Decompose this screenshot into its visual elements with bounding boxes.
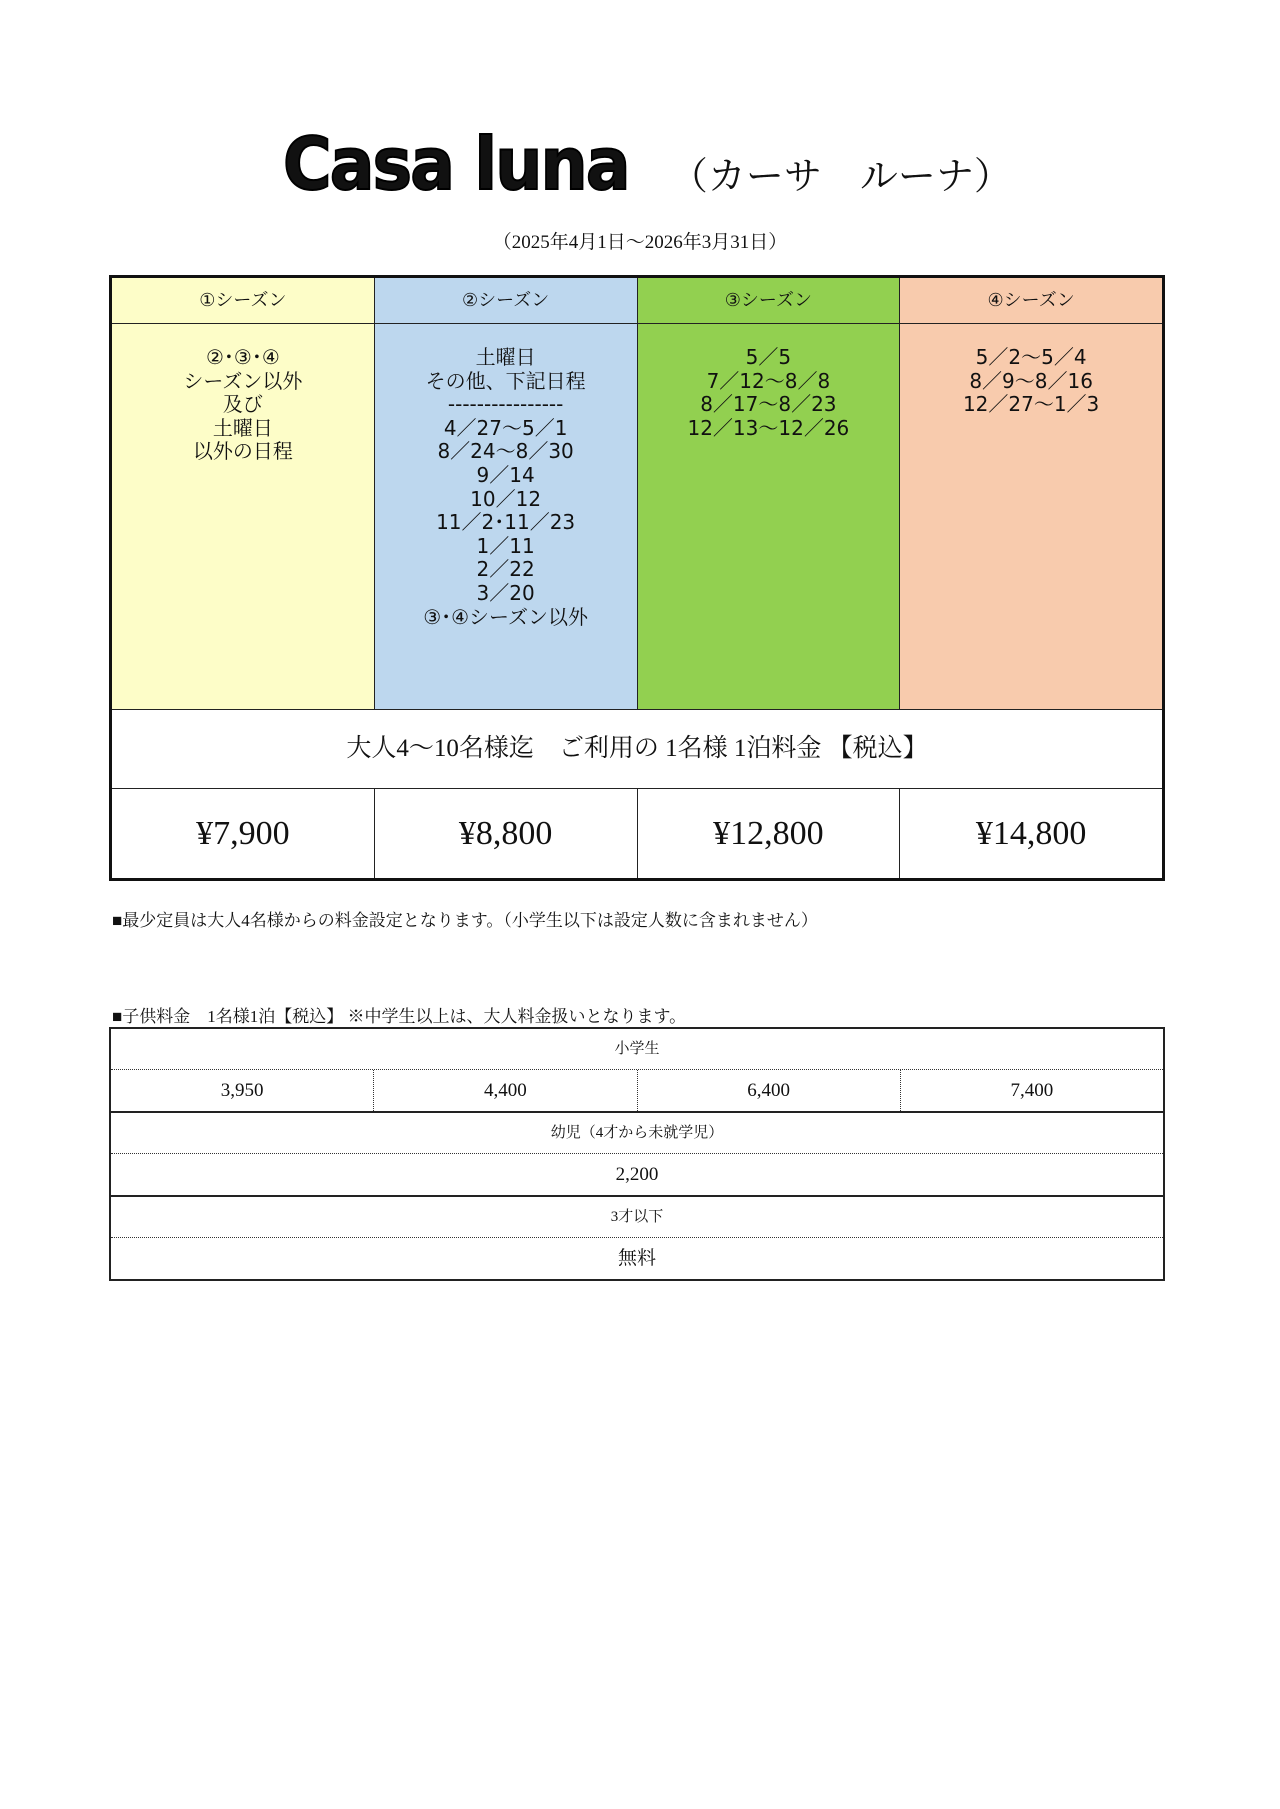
child-category-label: 小学生 <box>111 1029 1163 1070</box>
child-price-table <box>109 1027 1165 1281</box>
date-line: その他、下記日程 <box>425 368 586 393</box>
date-line: 10／12 <box>470 486 542 511</box>
price-season-3: ¥12,800 <box>638 789 901 878</box>
season-dates-2 <box>375 324 638 710</box>
season-header-row <box>112 278 1162 324</box>
child-price-season-2: 4,400 <box>374 1070 637 1111</box>
child-price-season-4: 7,400 <box>1010 1080 1054 1101</box>
date-line: 5／2～5／4 <box>975 345 1087 369</box>
date-line: 土曜日 <box>212 415 273 440</box>
date-line: シーズン以外 <box>183 368 303 393</box>
date-line: 8／24～8／30 <box>437 439 574 464</box>
date-line: 及び <box>222 392 263 417</box>
date-divider: ---------------- <box>447 392 564 417</box>
child-price-all-seasons: 2,200 <box>615 1164 659 1185</box>
season-dates-1 <box>112 324 375 710</box>
page-title <box>0 122 1280 206</box>
date-line: 5／5 <box>745 345 792 369</box>
price-season-4: ¥14,800 <box>900 789 1162 878</box>
date-line: 8／17～8／23 <box>700 392 837 417</box>
child-values-row <box>111 1070 1163 1111</box>
date-line: 11／2･11／23 <box>436 510 576 535</box>
adult-price-label: 大人4～10名様迄 ご利用の 1名様 1泊料金 【税込】 <box>112 710 1162 789</box>
date-line: 8／9～8／16 <box>969 368 1093 393</box>
child-group-preschool <box>111 1113 1163 1197</box>
date-line: 2／22 <box>476 557 535 582</box>
season-header-1: ①シーズン <box>112 278 375 324</box>
child-price-season-1: 3,950 <box>111 1070 374 1111</box>
date-line: 4／27～5／1 <box>443 415 568 440</box>
price-season-2: ¥8,800 <box>375 789 638 878</box>
date-line: 1／11 <box>476 533 535 558</box>
child-group-under-3 <box>111 1197 1163 1279</box>
season-header-3: ③シーズン <box>638 278 901 324</box>
child-price-season-3: 6,400 <box>638 1070 901 1111</box>
season-header-4: ④シーズン <box>900 278 1162 324</box>
date-line: 9／14 <box>476 462 535 487</box>
season-price-table <box>109 275 1165 881</box>
date-line: 3／20 <box>476 580 535 605</box>
date-line: 7／12～8／8 <box>706 368 831 393</box>
child-price-all-seasons: 無料 <box>617 1248 656 1269</box>
child-category-label: 3才以下 <box>111 1197 1163 1238</box>
child-category-label: 幼児（4才から未就学児） <box>111 1113 1163 1154</box>
season-dates-4 <box>900 324 1162 710</box>
date-line: 12／27～1／3 <box>962 392 1100 417</box>
child-group-elementary <box>111 1029 1163 1113</box>
season-dates-row <box>112 324 1162 710</box>
price-season-1: ¥7,900 <box>112 789 375 878</box>
season-header-2: ②シーズン <box>375 278 638 324</box>
title-english: Casa luna <box>283 122 629 206</box>
minimum-capacity-note: ■最少定員は大人4名様からの料金設定となります。（小学生以下は設定人数に含まれません） <box>112 911 818 930</box>
date-line: ②･③･④ <box>205 345 280 369</box>
date-line: ③･④シーズン以外 <box>423 604 589 629</box>
validity-period: （2025年4月1日～2026年3月31日） <box>492 232 788 253</box>
title-katakana: （カーサ ルーナ） <box>669 154 1012 198</box>
date-line: 12／13～12／26 <box>687 415 850 440</box>
season-dates-3 <box>638 324 901 710</box>
date-line: 以外の日程 <box>192 439 293 464</box>
date-line: 土曜日 <box>475 345 536 369</box>
child-price-heading: ■子供料金 1名様1泊【税込】 ※中学生以上は、大人料金扱いとなります。 <box>112 1007 687 1026</box>
adult-price-row <box>112 789 1162 878</box>
